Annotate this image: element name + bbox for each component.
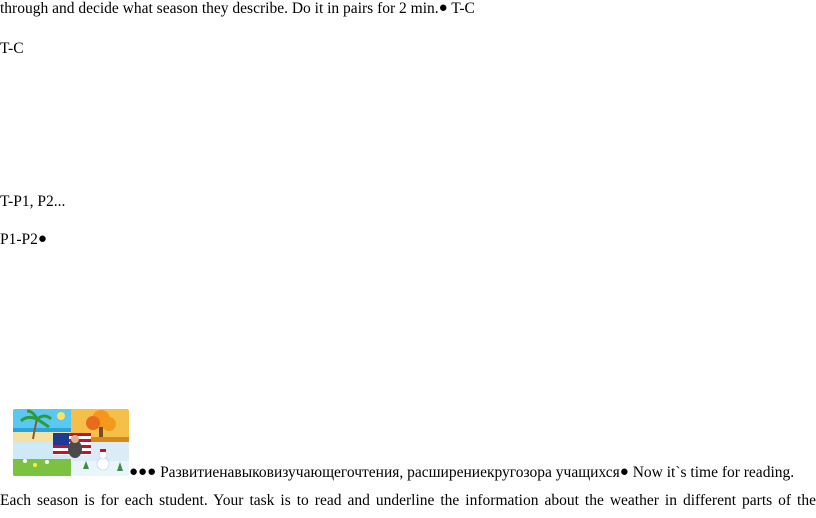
intro-mode-label: T-C (451, 0, 475, 17)
task-line (0, 492, 816, 510)
intro-line (0, 0, 475, 18)
bullets-icon: ●●● (129, 464, 157, 480)
task-text: Each season is for each student. Your task is to read and underline the information about the weather in different parts of the (0, 492, 816, 509)
mode-tp-text: T-P1, P2... (0, 193, 66, 210)
bullet-icon: ● (619, 464, 629, 480)
bullet-icon: ● (438, 0, 448, 16)
bullet-icon: ● (37, 231, 47, 247)
mode-tc-line (0, 40, 24, 58)
reading-goal-text: Развитиенавыковизучающегочтения, расширениекругозора учащихся (160, 464, 620, 481)
intro-text: through and decide what season they describe. Do it in pairs for 2 min. (0, 0, 439, 17)
mode-pp-line (0, 231, 47, 249)
flag-emblem (53, 433, 91, 458)
reading-line (129, 464, 794, 482)
mode-pp-text: P1-P2 (0, 231, 38, 248)
mode-tp-line (0, 193, 65, 211)
reading-intro-text: Now it`s time for reading. (632, 464, 795, 481)
mode-tc-text: T-C (0, 40, 24, 57)
four-seasons-collage-image (13, 409, 129, 476)
